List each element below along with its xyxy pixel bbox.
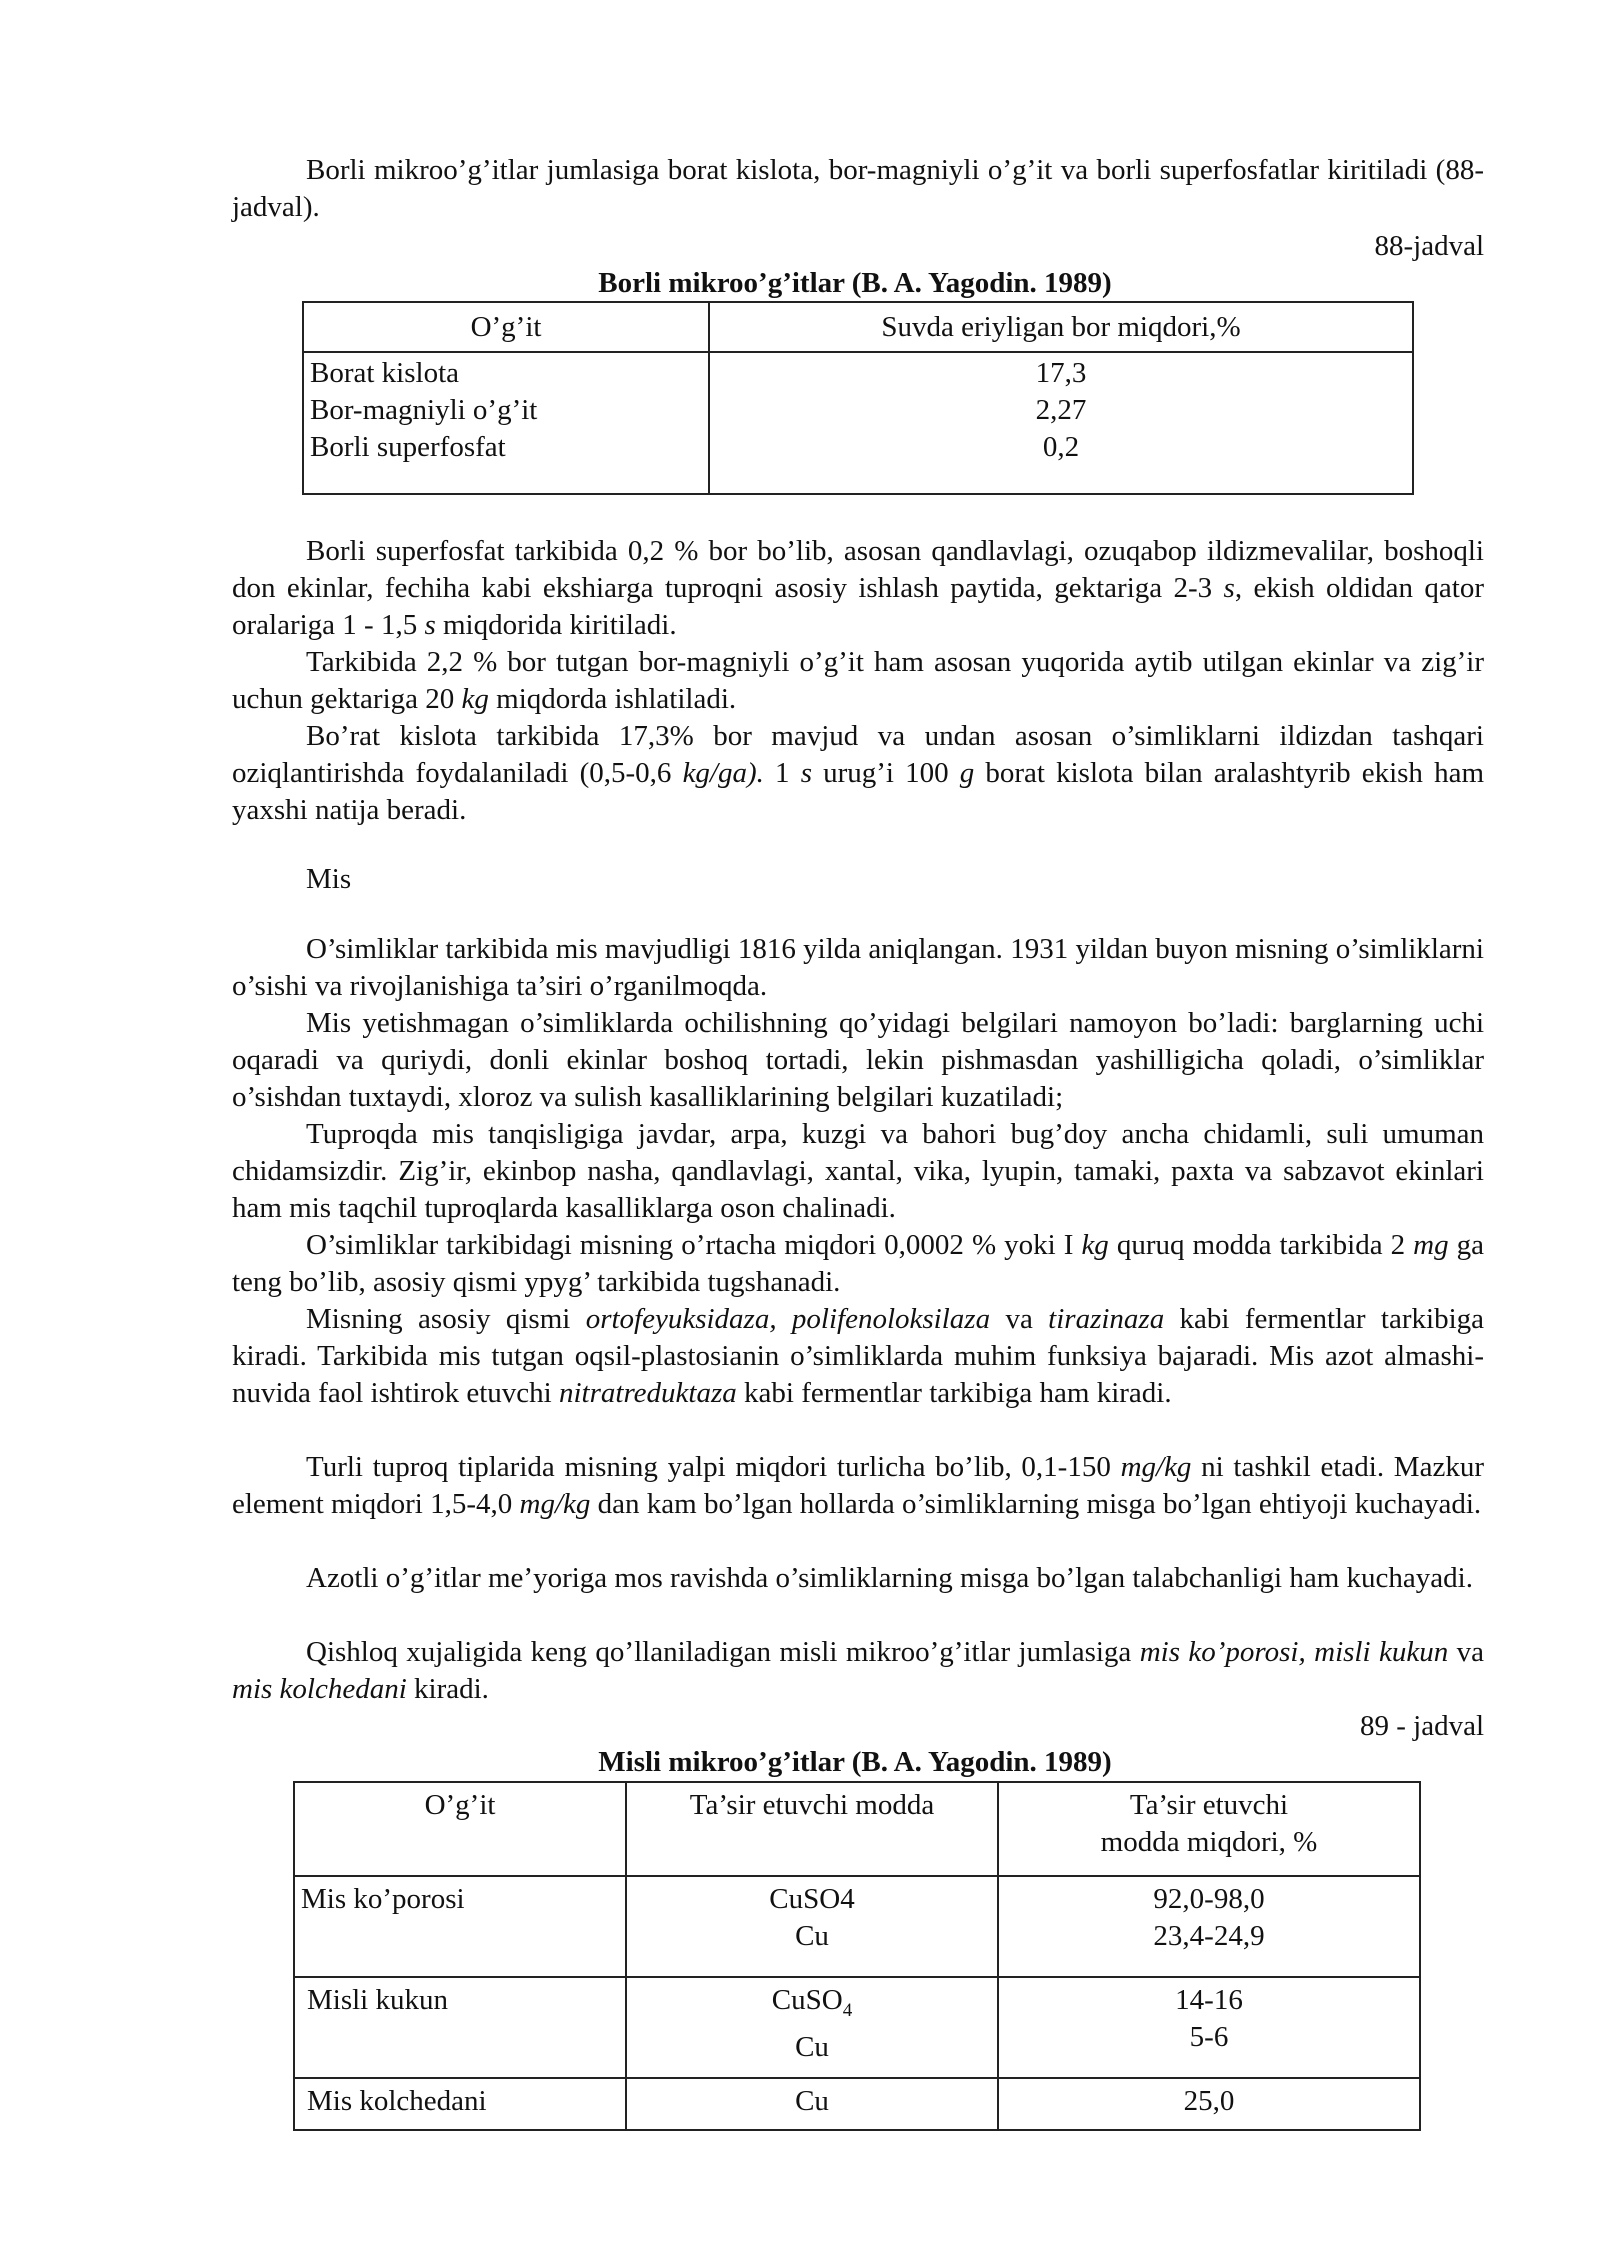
substance-line: CuSO$_4$: [771, 1984, 853, 2021]
table89-header-amount: [998, 1782, 1420, 1876]
paragraph-mis-7: Azotli o’g’itlar me’yoriga mos ravishda o’simliklarning misga bo’lgan talabchanligi ham kuchayadi.: [306, 1562, 1473, 1594]
table89-caption: Misli mikroo’g’itlar (B. A. Yagodin. 1989): [598, 1746, 1112, 1778]
table-cell: Mis kolchedani: [294, 2078, 626, 2130]
table-cell: 0,2: [1042, 431, 1080, 463]
table-cell: [626, 1977, 998, 2078]
table-cell: Borli superfosfat: [310, 431, 506, 463]
table-cell: Bor-magniyli o’g’it: [310, 394, 538, 426]
table-cell: Misli kukun: [294, 1977, 626, 2078]
table88-caption: Borli mikroo’g’itlar (B. A. Yagodin. 1989): [598, 267, 1112, 299]
table-cell: 17,3: [1035, 357, 1087, 389]
section-heading-mis: Mis: [306, 863, 352, 895]
table88-names-cell: [303, 352, 709, 494]
table88-values-cell: [709, 352, 1413, 494]
table89-header-oegit: O’g’it: [294, 1782, 626, 1876]
table-cell: 25,0: [998, 2078, 1420, 2130]
table89-header-substance: Ta’sir etuvchi modda: [626, 1782, 998, 1876]
amount-line: 5-6: [1189, 2021, 1229, 2053]
paragraph-mis-8: Qishloq xujaligida keng qo’llaniladigan misli mikroo’g’itlar jumlasiga mis ko’porosi, misli kukun va mis kolchedani kiradi.: [232, 1636, 1484, 1705]
table-cell: 2,27: [1035, 394, 1087, 426]
substance-line: CuSO4: [769, 1883, 855, 1915]
table-cell: Cu: [626, 2078, 998, 2130]
amount-line: 23,4-24,9: [1153, 1920, 1265, 1952]
table-cell: Borat kislota: [310, 357, 460, 389]
table-row: [294, 2078, 1420, 2130]
table88: [302, 301, 1414, 495]
paragraph-superfosfat: Borli superfosfat tarkibida 0,2 % bor bo’lib, asosan qandlavlagi, ozuqabop ildizmevalilar, boshoqli don ekinlar, fechiha kabi ekshiarga tuproqni asosiy ishlash paytida, gektariga 2-3 s, ekish oldidan qator oralariga 1 - 1,5 s miqdorida kiritiladi.: [232, 535, 1484, 641]
table-row: [294, 1876, 1420, 1977]
table-cell: [998, 1977, 1420, 2078]
substance-line: Cu: [795, 2030, 829, 2063]
table88-header-amount: Suvda eriyligan bor miqdori,%: [709, 302, 1413, 352]
paragraph-bormagniy: Tarkibida 2,2 % bor tutgan bor-magniyli o’g’it ham asosan yuqorida aytib utilgan ekinlar va zig’ir uchun gektariga 20 kg miqdorda ishlatiladi.: [232, 646, 1484, 715]
paragraph-mis-2: Mis yetishmagan o’simliklarda ochilishning qo’yidagi belgilari namoyon bo’ladi: barglarning uchi oqaradi va quriydi, donli ekinlar boshoq tortadi, lekin pishmasdan yashilligicha qoladi, o’simliklar o’sishdan tuxtaydi, xloroz va sulish kasalliklarining belgilari kuzatiladi;: [232, 1007, 1484, 1113]
amount-line: 14-16: [1175, 1984, 1243, 2016]
table-row: [294, 1977, 1420, 2078]
paragraph-borat: Bo’rat kislota tarkibida 17,3% bor mavjud va undan asosan o’simliklarni ildizdan tashqari oziqlantirishda foydalaniladi (0,5-0,6 kg/ga). 1 s urug’i 100 g borat kislota bilan aralashtyrib ekish ham yaxshi natija beradi.: [232, 720, 1484, 826]
intro-paragraph: Borli mikroo’g’itlar jumlasiga borat kislota, bor-magniyli o’g’it va borli superfosfatlar kiritiladi (88-jadval).: [232, 154, 1484, 223]
amount-line: 92,0-98,0: [1153, 1883, 1265, 1915]
paragraph-mis-4: O’simliklar tarkibidagi misning o’rtacha miqdori 0,0002 % yoki I kg quruq modda tarkibida 2 mg ga teng bo’lib, asosiy qismi ypyg’ tarkibida tugshanadi.: [232, 1229, 1484, 1298]
substance-line: Cu: [795, 1920, 829, 1952]
header-line: Ta’sir etuvchi: [1129, 1789, 1289, 1821]
table-cell: [998, 1876, 1420, 1977]
table89: [293, 1781, 1421, 2131]
table-cell: [626, 1876, 998, 1977]
paragraph-mis-3: Tuproqda mis tanqisligiga javdar, arpa, kuzgi va bahori bug’doy ancha chidamli, suli umuman chidamsizdir. Zig’ir, ekinbop nasha, qandlavlagi, xantal, vika, lyupin, tamaki, paxta va sabzavot ekinlari ham mis taqchil tuproqlarda kasalliklarga oson chalinadi.: [232, 1118, 1484, 1224]
paragraph-mis-6: Turli tuproq tiplarida misning yalpi miqdori turlicha bo’lib, 0,1-150 mg/kg ni tashkil etadi. Mazkur element miqdori 1,5-4,0 mg/kg dan kam bo’lgan hollarda o’simliklarning misga bo’lgan ehtiyoji kuchayadi.: [232, 1451, 1484, 1520]
table89-number: 89 - jadval: [1359, 1710, 1484, 1742]
table88-number: 88-jadval: [1374, 230, 1484, 262]
paragraph-mis-1: O’simliklar tarkibida mis mavjudligi 1816 yilda aniqlangan. 1931 yildan buyon misning o’simliklarni o’sishi va rivojlanishiga ta’siri o’rganilmoqda.: [232, 933, 1484, 1002]
header-line: modda miqdori, %: [1100, 1826, 1318, 1858]
paragraph-mis-5: Misning asosiy qismi ortofeyuksidaza, polifenoloksilaza va tirazinaza kabi fermentlar tarkibiga kiradi. Tarkibida mis tutgan oqsil-plastosianin o’simliklarda muhim funksiya bajaradi. Mis azot almashi-nuvida faol ishtirok etuvchi nitratreduktaza kabi fermentlar tarkibiga ham kiradi.: [232, 1303, 1484, 1409]
table88-header-oegit: O’g’it: [303, 302, 709, 352]
table-cell: Mis ko’porosi: [294, 1876, 626, 1977]
